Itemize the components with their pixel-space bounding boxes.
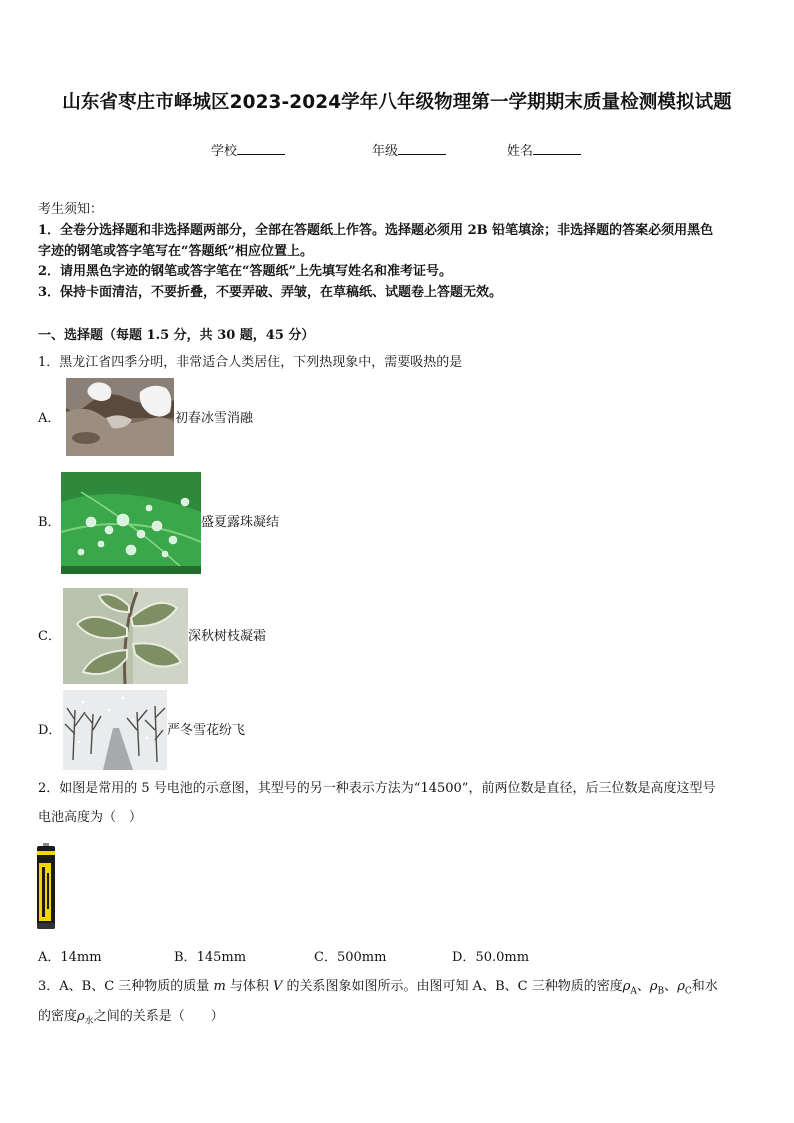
notice-item-2: 2．请用黑色字迹的钢笔或答字笔在“答题纸”上先填写姓名和准考证号。 [38, 264, 453, 279]
q1-option-b-text: 盛夏露珠凝结 [201, 515, 280, 530]
q2-option-c-text: 500mm [336, 950, 387, 965]
q3-sub-c: C [684, 986, 692, 997]
school-label: 学校 [211, 144, 238, 159]
name-label: 姓名 [507, 144, 534, 159]
question-2-stem-line2: 电池高度为（ ） [38, 810, 143, 825]
q2-option-a[interactable] [38, 946, 102, 965]
q3-rho-water: ρ [77, 1009, 85, 1024]
q3-volume-symbol: V [273, 979, 283, 994]
q1-option-b-letter[interactable]: B． [38, 515, 61, 530]
question-1-stem: 1．黑龙江省四季分明，非常适合人类居住，下列热现象中，需要吸热的是 [38, 355, 463, 370]
notice-heading: 考生须知： [38, 202, 104, 217]
q3-line2-part2: 之间的关系是（ ） [93, 1009, 224, 1024]
q2-option-c[interactable] [314, 946, 386, 965]
q2-option-a-letter: A． [38, 950, 61, 965]
q3-sep-1: 、 [636, 979, 650, 994]
q2-option-d-text: 50.0mm [475, 950, 530, 965]
aa-battery-image [36, 843, 56, 931]
q2-option-c-letter: C． [314, 950, 337, 965]
q1-option-d-letter[interactable]: D． [38, 723, 62, 738]
q3-line2-part1: 的密度 [38, 1009, 78, 1024]
page-title: 山东省枣庄市峄城区2023-2024学年八年级物理第一学期期末质量检测模拟试题 [62, 92, 732, 113]
q1-option-a-text: 初春冰雪消融 [175, 411, 254, 426]
grade-field[interactable] [372, 140, 446, 159]
melting-snow-photo [66, 378, 174, 456]
q1-option-a-letter[interactable]: A． [38, 411, 61, 426]
q3-stem-part2: 与体积 [225, 979, 274, 994]
q3-sub-water: 水 [84, 1016, 94, 1027]
school-field[interactable] [211, 140, 285, 159]
q2-option-b-text: 145mm [196, 950, 247, 965]
frost-leaves-photo [63, 588, 188, 684]
q3-stem-part1: 3．A、B、C 三种物质的质量 [38, 979, 214, 994]
q2-option-b-letter: B． [174, 950, 197, 965]
school-blank[interactable] [237, 142, 285, 155]
question-3-stem-line2 [38, 1007, 224, 1032]
q3-rho-c: ρ [677, 979, 685, 994]
q1-option-d-text: 严冬雪花纷飞 [167, 723, 246, 738]
question-2-stem-line1: 2．如图是常用的 5 号电池的示意图，其型号的另一种表示方法为“14500”，前两位数是直径，后三位数是高度这型号 [38, 781, 716, 796]
q1-option-c-letter[interactable]: C． [38, 629, 61, 644]
q2-option-d[interactable] [452, 946, 529, 965]
notice-item-1-cont: 字迹的钢笔或答字笔写在“答题纸”相应位置上。 [38, 244, 313, 259]
section-heading: 一、选择题（每题 1.5 分，共 30 题，45 分） [38, 328, 315, 343]
snowy-road-photo [63, 690, 167, 770]
q3-rho-b: ρ [649, 979, 658, 994]
question-3-stem-line1 [38, 977, 718, 1002]
dew-drops-leaf-photo [61, 472, 201, 574]
q2-option-b[interactable] [174, 946, 246, 965]
notice-item-3: 3．保持卡面清洁，不要折叠，不要弄破、弄皱，在草稿纸、试题卷上答题无效。 [38, 285, 503, 300]
q1-option-c-text: 深秋树枝凝霜 [188, 629, 267, 644]
grade-blank[interactable] [398, 142, 446, 155]
notice-item-1: 1．全卷分选择题和非选择题两部分，全部在答题纸上作答。选择题必须用 2B 铅笔填涂；非选择题的答案必须用黑色 [38, 223, 714, 238]
q3-sep-2: 、 [664, 979, 678, 994]
q3-sub-b: B [657, 986, 665, 997]
q3-mass-symbol: m [213, 979, 226, 994]
q3-stem-part4: 和水 [691, 979, 718, 994]
name-blank[interactable] [533, 142, 581, 155]
q3-stem-part3: 的关系图象如图所示。由图可知 A、B、C 三种物质的密度 [282, 979, 623, 994]
q3-sub-a: A [630, 986, 637, 997]
q2-option-d-letter: D． [452, 950, 476, 965]
grade-label: 年级 [372, 144, 399, 159]
q2-option-a-text: 14mm [60, 950, 102, 965]
q3-rho-a: ρ [622, 979, 631, 994]
name-field[interactable] [507, 140, 581, 159]
